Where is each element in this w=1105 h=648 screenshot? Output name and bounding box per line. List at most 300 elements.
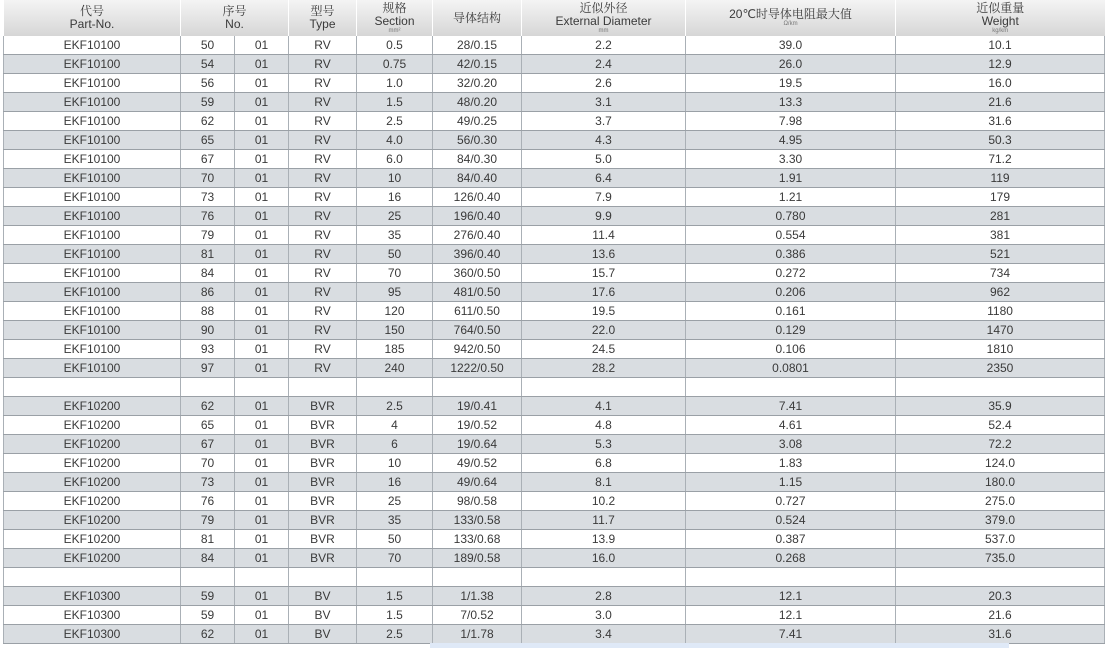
- part-no-cell: EKF10100: [4, 226, 181, 245]
- header-diameter-en: External Diameter: [555, 13, 652, 28]
- no-sub-cell: 01: [235, 188, 289, 207]
- resistance-cell: 0.780: [686, 207, 896, 226]
- structure-cell: 360/0.50: [433, 264, 522, 283]
- resistance-cell: 0.524: [686, 511, 896, 530]
- structure-cell: 84/0.30: [433, 150, 522, 169]
- resistance-cell: 0.386: [686, 245, 896, 264]
- no-sub-cell: 01: [235, 112, 289, 131]
- weight-cell: 21.6: [896, 606, 1105, 625]
- structure-cell: [433, 568, 522, 587]
- part-no-cell: EKF10100: [4, 264, 181, 283]
- no-sub-cell: 01: [235, 549, 289, 568]
- header-no-cn: 序号: [222, 4, 247, 18]
- table-row: [4, 492, 1105, 511]
- no-cell: 62: [181, 112, 235, 131]
- header-weight-cn: 近似重量: [976, 0, 1025, 15]
- no-cell: 50: [181, 36, 235, 55]
- type-cell: RV: [289, 188, 357, 207]
- part-no-cell: EKF10200: [4, 416, 181, 435]
- table-row: [4, 150, 1105, 169]
- diameter-cell: 6.8: [522, 454, 686, 473]
- weight-cell: 52.4: [896, 416, 1105, 435]
- weight-cell: 379.0: [896, 511, 1105, 530]
- table-row: [4, 74, 1105, 93]
- structure-cell: 84/0.40: [433, 169, 522, 188]
- resistance-cell: 12.1: [686, 587, 896, 606]
- structure-cell: 611/0.50: [433, 302, 522, 321]
- no-cell: 93: [181, 340, 235, 359]
- weight-cell: 50.3: [896, 131, 1105, 150]
- diameter-cell: 2.4: [522, 55, 686, 74]
- no-sub-cell: 01: [235, 492, 289, 511]
- structure-cell: 19/0.64: [433, 435, 522, 454]
- resistance-cell: 0.554: [686, 226, 896, 245]
- no-cell: 62: [181, 397, 235, 416]
- weight-cell: 734: [896, 264, 1105, 283]
- diameter-cell: 13.6: [522, 245, 686, 264]
- section-cell: 240: [357, 359, 433, 378]
- diameter-cell: 6.4: [522, 169, 686, 188]
- no-sub-cell: 01: [235, 435, 289, 454]
- section-cell: 2.5: [357, 112, 433, 131]
- diameter-cell: 28.2: [522, 359, 686, 378]
- header-weight: [896, 0, 1105, 36]
- section-cell: 120: [357, 302, 433, 321]
- no-cell: 65: [181, 131, 235, 150]
- diameter-cell: 16.0: [522, 549, 686, 568]
- no-sub-cell: 01: [235, 321, 289, 340]
- no-sub-cell: 01: [235, 530, 289, 549]
- weight-cell: 962: [896, 283, 1105, 302]
- type-cell: RV: [289, 359, 357, 378]
- resistance-cell: 12.1: [686, 606, 896, 625]
- section-cell: 16: [357, 473, 433, 492]
- structure-cell: 19/0.52: [433, 416, 522, 435]
- header-section-en: Section: [374, 13, 415, 28]
- type-cell: BVR: [289, 549, 357, 568]
- section-cell: 2.5: [357, 625, 433, 644]
- no-cell: 56: [181, 74, 235, 93]
- no-cell: 84: [181, 264, 235, 283]
- part-no-cell: EKF10100: [4, 150, 181, 169]
- no-sub-cell: 01: [235, 226, 289, 245]
- part-no-cell: EKF10100: [4, 131, 181, 150]
- no-sub-cell: 01: [235, 36, 289, 55]
- no-sub-cell: 01: [235, 473, 289, 492]
- no-sub-cell: 01: [235, 131, 289, 150]
- type-cell: RV: [289, 36, 357, 55]
- resistance-cell: 0.727: [686, 492, 896, 511]
- header-resistance-unit: Ω/km: [783, 21, 798, 27]
- no-cell: 70: [181, 454, 235, 473]
- part-no-cell: EKF10200: [4, 397, 181, 416]
- no-cell: 59: [181, 606, 235, 625]
- table-row: [4, 511, 1105, 530]
- diameter-cell: 22.0: [522, 321, 686, 340]
- structure-cell: 56/0.30: [433, 131, 522, 150]
- table-row: [4, 283, 1105, 302]
- part-no-cell: EKF10200: [4, 549, 181, 568]
- type-cell: BVR: [289, 454, 357, 473]
- resistance-cell: 1.91: [686, 169, 896, 188]
- part-no-cell: EKF10100: [4, 74, 181, 93]
- structure-cell: 189/0.58: [433, 549, 522, 568]
- table-row: [4, 530, 1105, 549]
- part-no-cell: EKF10100: [4, 245, 181, 264]
- no-cell: 84: [181, 549, 235, 568]
- table-row: [4, 93, 1105, 112]
- resistance-cell: 0.387: [686, 530, 896, 549]
- resistance-cell: 1.15: [686, 473, 896, 492]
- header-no-en: No.: [225, 17, 244, 31]
- section-cell: 1.0: [357, 74, 433, 93]
- type-cell: BVR: [289, 397, 357, 416]
- resistance-cell: 4.61: [686, 416, 896, 435]
- table-row: [4, 397, 1105, 416]
- no-cell: 59: [181, 93, 235, 112]
- no-sub-cell: 01: [235, 416, 289, 435]
- header-part-no-cn: 代号: [79, 4, 104, 18]
- structure-cell: 32/0.20: [433, 74, 522, 93]
- type-cell: RV: [289, 245, 357, 264]
- diameter-cell: 13.9: [522, 530, 686, 549]
- part-no-cell: EKF10100: [4, 321, 181, 340]
- table-row: [4, 454, 1105, 473]
- weight-cell: 281: [896, 207, 1105, 226]
- table-row: [4, 302, 1105, 321]
- header-section-unit: mm²: [388, 27, 401, 34]
- structure-cell: 481/0.50: [433, 283, 522, 302]
- weight-cell: 124.0: [896, 454, 1105, 473]
- no-sub-cell: 01: [235, 169, 289, 188]
- weight-cell: 71.2: [896, 150, 1105, 169]
- section-cell: 25: [357, 492, 433, 511]
- header-weight-en: Weight: [981, 13, 1019, 28]
- structure-cell: 1/1.38: [433, 587, 522, 606]
- part-no-cell: EKF10200: [4, 473, 181, 492]
- weight-cell: 35.9: [896, 397, 1105, 416]
- weight-cell: 12.9: [896, 55, 1105, 74]
- section-cell: 0.75: [357, 55, 433, 74]
- diameter-cell: 24.5: [522, 340, 686, 359]
- header-type-en: Type: [309, 17, 336, 31]
- diameter-cell: 2.6: [522, 74, 686, 93]
- diameter-cell: 9.9: [522, 207, 686, 226]
- type-cell: RV: [289, 150, 357, 169]
- section-cell: 70: [357, 264, 433, 283]
- resistance-cell: 19.5: [686, 74, 896, 93]
- section-cell: 16: [357, 188, 433, 207]
- diameter-cell: 15.7: [522, 264, 686, 283]
- no-cell: 90: [181, 321, 235, 340]
- table-row: [4, 264, 1105, 283]
- structure-cell: 1222/0.50: [433, 359, 522, 378]
- resistance-cell: 0.106: [686, 340, 896, 359]
- diameter-cell: 11.7: [522, 511, 686, 530]
- table-row: [4, 188, 1105, 207]
- table-row: [4, 435, 1105, 454]
- table-row: [4, 55, 1105, 74]
- section-cell: 6.0: [357, 150, 433, 169]
- no-cell: [181, 378, 235, 397]
- no-cell: 70: [181, 169, 235, 188]
- part-no-cell: EKF10300: [4, 625, 181, 644]
- resistance-cell: 1.21: [686, 188, 896, 207]
- type-cell: RV: [289, 226, 357, 245]
- structure-cell: 942/0.50: [433, 340, 522, 359]
- weight-cell: 1810: [896, 340, 1105, 359]
- no-cell: 62: [181, 625, 235, 644]
- no-cell: 86: [181, 283, 235, 302]
- table-row: [4, 36, 1105, 55]
- part-no-cell: EKF10200: [4, 492, 181, 511]
- resistance-cell: 0.161: [686, 302, 896, 321]
- part-no-cell: EKF10100: [4, 359, 181, 378]
- no-sub-cell: 01: [235, 264, 289, 283]
- header-diameter-unit: mm: [598, 27, 609, 34]
- type-cell: BVR: [289, 511, 357, 530]
- type-cell: [289, 378, 357, 397]
- part-no-cell: [4, 568, 181, 587]
- weight-cell: 31.6: [896, 625, 1105, 644]
- header-no: [181, 0, 289, 36]
- structure-cell: 42/0.15: [433, 55, 522, 74]
- diameter-cell: 8.1: [522, 473, 686, 492]
- type-cell: RV: [289, 112, 357, 131]
- resistance-cell: 26.0: [686, 55, 896, 74]
- no-sub-cell: 01: [235, 302, 289, 321]
- weight-cell: 72.2: [896, 435, 1105, 454]
- weight-cell: 1180: [896, 302, 1105, 321]
- diameter-cell: 2.8: [522, 587, 686, 606]
- part-no-cell: EKF10200: [4, 511, 181, 530]
- resistance-cell: 0.0801: [686, 359, 896, 378]
- table-row: [4, 169, 1105, 188]
- table-row: [4, 207, 1105, 226]
- diameter-cell: 10.2: [522, 492, 686, 511]
- no-cell: 79: [181, 226, 235, 245]
- no-cell: [181, 568, 235, 587]
- table-row: [4, 112, 1105, 131]
- part-no-cell: [4, 378, 181, 397]
- section-cell: 10: [357, 169, 433, 188]
- resistance-cell: 0.268: [686, 549, 896, 568]
- part-no-cell: EKF10300: [4, 587, 181, 606]
- type-cell: RV: [289, 207, 357, 226]
- table-row: [4, 473, 1105, 492]
- type-cell: RV: [289, 169, 357, 188]
- no-cell: 97: [181, 359, 235, 378]
- type-cell: BVR: [289, 492, 357, 511]
- weight-cell: 21.6: [896, 93, 1105, 112]
- section-cell: 25: [357, 207, 433, 226]
- section-cell: 185: [357, 340, 433, 359]
- no-cell: 88: [181, 302, 235, 321]
- type-cell: BVR: [289, 530, 357, 549]
- section-cell: 1.5: [357, 93, 433, 112]
- header-part-no-en: Part-No.: [69, 17, 115, 31]
- part-no-cell: EKF10200: [4, 530, 181, 549]
- header-structure: [433, 0, 522, 36]
- type-cell: RV: [289, 340, 357, 359]
- structure-cell: 19/0.41: [433, 397, 522, 416]
- no-cell: 67: [181, 150, 235, 169]
- no-sub-cell: 01: [235, 93, 289, 112]
- type-cell: RV: [289, 131, 357, 150]
- header-weight-unit: kg/km: [992, 27, 1009, 34]
- resistance-cell: 39.0: [686, 36, 896, 55]
- part-no-cell: EKF10100: [4, 112, 181, 131]
- no-sub-cell: 01: [235, 606, 289, 625]
- no-cell: 73: [181, 473, 235, 492]
- part-no-cell: EKF10100: [4, 36, 181, 55]
- header-resistance-cn: 20℃时导体电阻最大值: [729, 7, 852, 21]
- no-cell: 79: [181, 511, 235, 530]
- resistance-cell: 1.83: [686, 454, 896, 473]
- structure-cell: 49/0.25: [433, 112, 522, 131]
- header-diameter-cn: 近似外径: [579, 0, 628, 15]
- weight-cell: 381: [896, 226, 1105, 245]
- diameter-cell: 7.9: [522, 188, 686, 207]
- structure-cell: 49/0.64: [433, 473, 522, 492]
- section-cell: 95: [357, 283, 433, 302]
- type-cell: RV: [289, 93, 357, 112]
- structure-cell: 1/1.78: [433, 625, 522, 644]
- section-cell: 4: [357, 416, 433, 435]
- structure-cell: 196/0.40: [433, 207, 522, 226]
- weight-cell: 1470: [896, 321, 1105, 340]
- weight-cell: 275.0: [896, 492, 1105, 511]
- section-cell: 2.5: [357, 397, 433, 416]
- no-cell: 81: [181, 245, 235, 264]
- section-cell: 6: [357, 435, 433, 454]
- no-cell: 73: [181, 188, 235, 207]
- header-row: [4, 0, 1105, 36]
- diameter-cell: 19.5: [522, 302, 686, 321]
- type-cell: RV: [289, 74, 357, 93]
- type-cell: RV: [289, 302, 357, 321]
- part-no-cell: EKF10300: [4, 606, 181, 625]
- resistance-cell: 4.95: [686, 131, 896, 150]
- diameter-cell: 4.3: [522, 131, 686, 150]
- section-cell: 50: [357, 530, 433, 549]
- no-sub-cell: [235, 568, 289, 587]
- type-cell: RV: [289, 55, 357, 74]
- no-cell: 54: [181, 55, 235, 74]
- resistance-cell: [686, 568, 896, 587]
- section-cell: 70: [357, 549, 433, 568]
- table-row: [4, 378, 1105, 397]
- weight-cell: 16.0: [896, 74, 1105, 93]
- part-no-cell: EKF10100: [4, 55, 181, 74]
- section-cell: 1.5: [357, 606, 433, 625]
- weight-cell: 20.3: [896, 587, 1105, 606]
- diameter-cell: 4.1: [522, 397, 686, 416]
- structure-cell: 48/0.20: [433, 93, 522, 112]
- part-no-cell: EKF10100: [4, 283, 181, 302]
- diameter-cell: 11.4: [522, 226, 686, 245]
- structure-cell: 126/0.40: [433, 188, 522, 207]
- structure-cell: 276/0.40: [433, 226, 522, 245]
- part-no-cell: EKF10100: [4, 188, 181, 207]
- diameter-cell: 2.2: [522, 36, 686, 55]
- type-cell: RV: [289, 264, 357, 283]
- resistance-cell: 0.206: [686, 283, 896, 302]
- diameter-cell: 17.6: [522, 283, 686, 302]
- no-sub-cell: 01: [235, 587, 289, 606]
- weight-cell: 521: [896, 245, 1105, 264]
- resistance-cell: 13.3: [686, 93, 896, 112]
- no-cell: 65: [181, 416, 235, 435]
- table-row: [4, 606, 1105, 625]
- no-cell: 67: [181, 435, 235, 454]
- resistance-cell: 7.41: [686, 397, 896, 416]
- cable-spec-table: [3, 0, 1105, 644]
- section-cell: 50: [357, 245, 433, 264]
- diameter-cell: 5.3: [522, 435, 686, 454]
- weight-cell: 10.1: [896, 36, 1105, 55]
- table-row: [4, 131, 1105, 150]
- diameter-cell: 3.7: [522, 112, 686, 131]
- no-cell: 81: [181, 530, 235, 549]
- no-cell: 76: [181, 207, 235, 226]
- section-cell: 150: [357, 321, 433, 340]
- no-sub-cell: 01: [235, 150, 289, 169]
- type-cell: BV: [289, 606, 357, 625]
- diameter-cell: 4.8: [522, 416, 686, 435]
- part-no-cell: EKF10200: [4, 454, 181, 473]
- no-sub-cell: 01: [235, 283, 289, 302]
- section-cell: 10: [357, 454, 433, 473]
- weight-cell: 537.0: [896, 530, 1105, 549]
- type-cell: BV: [289, 587, 357, 606]
- header-section-cn: 规格: [382, 0, 407, 15]
- no-sub-cell: 01: [235, 55, 289, 74]
- no-sub-cell: 01: [235, 359, 289, 378]
- type-cell: RV: [289, 321, 357, 340]
- no-sub-cell: 01: [235, 625, 289, 644]
- section-cell: [357, 568, 433, 587]
- weight-cell: 2350: [896, 359, 1105, 378]
- table-row: [4, 226, 1105, 245]
- no-sub-cell: 01: [235, 454, 289, 473]
- bottom-strip: [430, 643, 1009, 648]
- header-type: [289, 0, 357, 36]
- part-no-cell: EKF10100: [4, 169, 181, 188]
- table-row: [4, 245, 1105, 264]
- diameter-cell: [522, 568, 686, 587]
- section-cell: [357, 378, 433, 397]
- structure-cell: 764/0.50: [433, 321, 522, 340]
- no-sub-cell: 01: [235, 511, 289, 530]
- diameter-cell: 3.0: [522, 606, 686, 625]
- weight-cell: 735.0: [896, 549, 1105, 568]
- type-cell: [289, 568, 357, 587]
- part-no-cell: EKF10100: [4, 207, 181, 226]
- weight-cell: 180.0: [896, 473, 1105, 492]
- table-row: [4, 549, 1105, 568]
- resistance-cell: 7.41: [686, 625, 896, 644]
- type-cell: BVR: [289, 435, 357, 454]
- no-sub-cell: 01: [235, 397, 289, 416]
- weight-cell: 179: [896, 188, 1105, 207]
- table-row: [4, 321, 1105, 340]
- header-type-cn: 型号: [310, 4, 335, 18]
- no-sub-cell: 01: [235, 340, 289, 359]
- no-cell: 59: [181, 587, 235, 606]
- resistance-cell: 0.272: [686, 264, 896, 283]
- structure-cell: 133/0.58: [433, 511, 522, 530]
